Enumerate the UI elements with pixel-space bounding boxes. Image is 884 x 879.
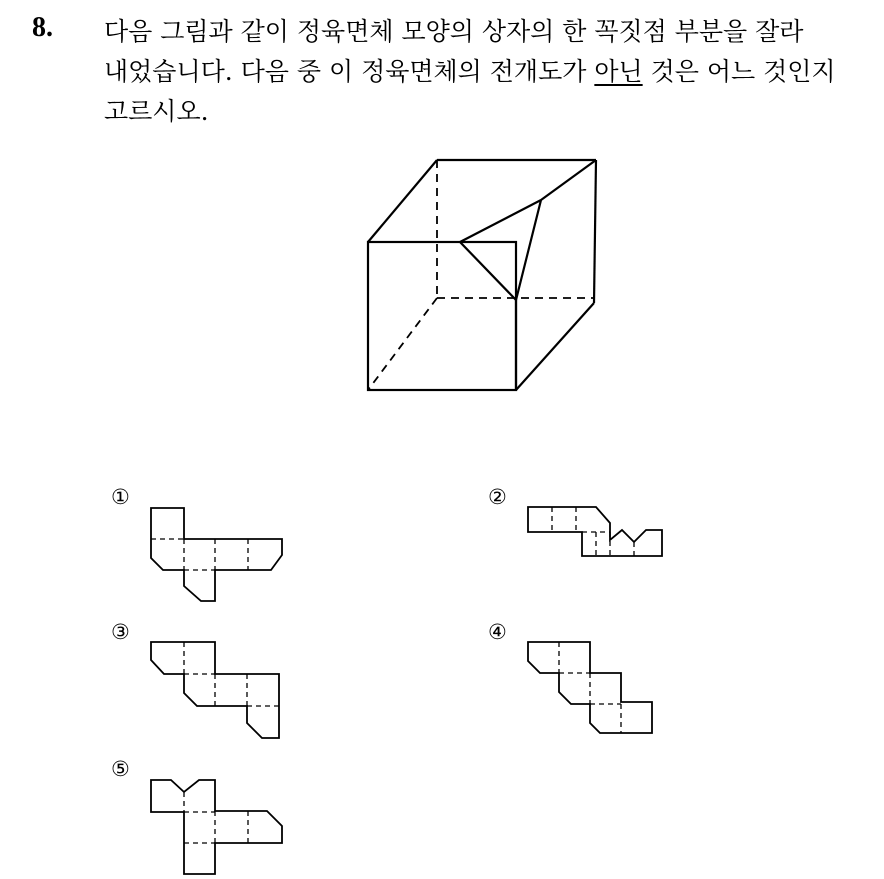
cut-triangle: [460, 200, 541, 300]
question-line-3: 고르시오.: [104, 97, 209, 126]
net-option-5: [151, 780, 282, 874]
cut-edge: [516, 200, 541, 300]
cube-edge: [541, 160, 596, 200]
net-outline: [528, 642, 652, 733]
option-5-label[interactable]: ⑤: [111, 757, 130, 781]
net-folds: [184, 792, 248, 843]
option-2-label[interactable]: ②: [488, 485, 507, 509]
cut-edge: [460, 242, 516, 300]
net-option-2: [528, 507, 662, 556]
net-option-1: [151, 508, 282, 601]
hidden-edge: [368, 298, 437, 390]
cube-edge: [368, 160, 437, 242]
cube-edge: [516, 303, 594, 390]
net-option-3: [151, 642, 279, 738]
net-option-4: [528, 642, 652, 733]
cut-cube-figure: [368, 160, 596, 390]
underlined-word: 아닌: [594, 57, 643, 86]
question-number: 8.: [32, 12, 53, 43]
net-outline: [151, 780, 282, 874]
cut-edge: [460, 200, 541, 242]
cube-front-face: [368, 242, 516, 390]
question-line-2-start: 내었습니다. 다음 중 이 정육면체의 전개도가: [104, 57, 595, 86]
option-3-label[interactable]: ③: [111, 620, 130, 644]
question-line-2-end: 것은 어느 것인지: [642, 57, 836, 86]
question-line-1: 다음 그림과 같이 정육면체 모양의 상자의 한 꼭짓점 부분을 잘라: [104, 17, 804, 46]
net-folds: [151, 539, 248, 570]
net-outline: [151, 642, 279, 738]
cube-hidden-edges: [368, 160, 594, 390]
cube-solid-edges: [368, 160, 596, 390]
cube-edge: [594, 160, 596, 303]
option-1-label[interactable]: ①: [111, 485, 130, 509]
net-outline: [151, 508, 282, 601]
option-4-label[interactable]: ④: [488, 620, 507, 644]
